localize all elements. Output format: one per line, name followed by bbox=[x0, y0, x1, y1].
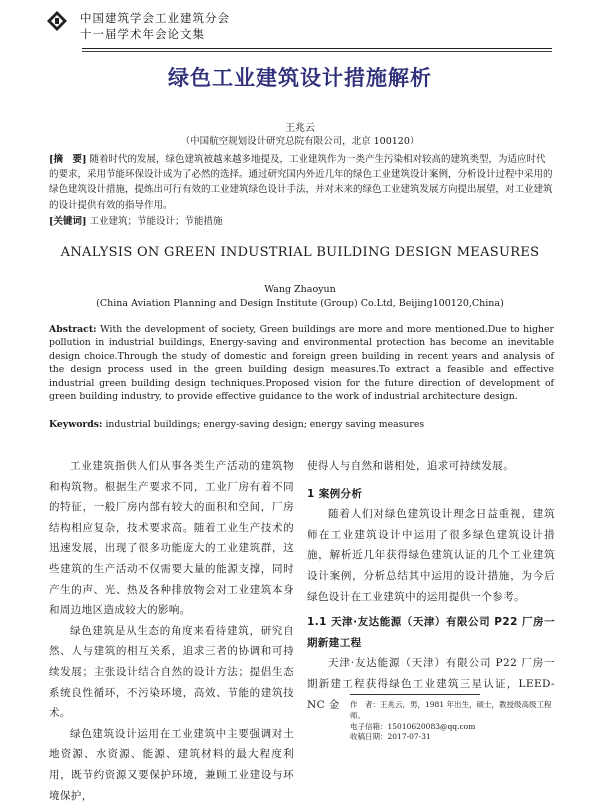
body-paragraph: 随着人们对绿色建筑设计理念日益重视，建筑师在工业建筑设计中运用了很多绿色建筑设计措施，解析近几年获得绿色建筑认证的几个工业建筑设计案例，分析总结其中运用的设计措施，为今后绿色设计在工业建筑中的运用提供一个参考。 bbox=[307, 508, 555, 603]
header-rule-thin bbox=[82, 51, 552, 52]
keywords-cn bbox=[49, 213, 554, 227]
body-paragraph: 使得人与自然和谐相处，追求可持续发展。 bbox=[307, 460, 515, 472]
body-paragraph: 工业建筑指供人们从事各类生产活动的建筑物和构筑物。根据生产要求不同，工业厂房有着不同的特征，一般厂房内部有较大的面积和空间，厂房结构相应复杂，技术要求高。随着工业生产技术的迅速发展，出现了很多功能庞大的工业建筑群，这些建筑的生产活动不仅需要大量的能源支撑，同时产生的声、光、热及各种排放物会对工业建筑本身和周边地区造成较大的影响。 bbox=[49, 460, 294, 617]
society-logo-icon bbox=[46, 10, 68, 32]
body-paragraph: 天津·友达能源（天津）有限公司 P22 厂房一期新建工程获得绿色工业建筑三星认证，LEED-NC 金 bbox=[307, 657, 555, 711]
footnote-email: 电子信箱：15010620083@qq.com bbox=[350, 721, 476, 731]
footnote-rule bbox=[350, 694, 480, 695]
title-en: ANALYSIS ON GREEN INDUSTRIAL BUILDING DESIGN MEASURES bbox=[60, 245, 540, 260]
proceedings-title: 十一届学术年会论文集 bbox=[80, 27, 205, 41]
proceedings-society: 中国建筑学会工业建筑分会 bbox=[80, 11, 230, 25]
subsection-heading: 1.1 天津·友达能源（天津）有限公司 P22 厂房一期新建工程 bbox=[307, 616, 555, 649]
keywords-cn-text: 工业建筑；节能设计；节能措施 bbox=[89, 216, 223, 227]
abstract-cn bbox=[49, 152, 554, 213]
footnote bbox=[350, 700, 560, 743]
abstract-cn-label: [摘 要] bbox=[49, 154, 87, 165]
footnote-date: 收稿日期：2017-07-31 bbox=[350, 732, 431, 742]
body-paragraph: 绿色建筑是从生态的角度来看待建筑，研究自然、人与建筑的相互关系，追求三者的协调和可持续发展；主张设计结合自然的设计方法；提倡生态系统良性循环，不污染环境，高效、节能的建筑技术。 bbox=[49, 624, 294, 720]
footnote-author: 作 者：王兆云，男，1981 年出生，硕士，教授级高级工程师。 bbox=[350, 700, 552, 720]
author-en: Wang Zhaoyun bbox=[264, 284, 336, 295]
keywords-en bbox=[49, 419, 554, 430]
affiliation-en: (China Aviation Planning and Design Institute (Group) Co.Ltd, Beijing100120,China) bbox=[96, 298, 504, 309]
keywords-en-label: Keywords: bbox=[49, 419, 103, 430]
abstract-en-text: With the development of society, Green buildings are more and more mentioned.Due to higher pollution in industrial buildings, Energy-saving and environmental protection has become an inevitable design choice.Through the study of domestic and foreign green building in recent years and analysis of the design process used in the green building design measures.To extract a feasible and effective industrial green building design techniques.Proposed vision for the future direction of development of green building industry, to provide effective guidance to the work of industrial architecture design. bbox=[49, 324, 554, 403]
header-rule bbox=[82, 48, 552, 49]
page-title: 绿色工业建筑设计措施解析 bbox=[168, 66, 432, 90]
section-heading: 1 案例分析 bbox=[307, 487, 363, 500]
abstract-cn-text: 随着时代的发展，绿色建筑被越来越多地提及，工业建筑作为一类产生污染相对较高的建筑类型，为适应时代的要求，采用节能环保设计成为了必然的选择。通过研究国内外近几年的绿色工业建筑设计案例，分析设计过程中采用的绿色建筑设计措施，提炼出可行有效的工业建筑绿色设计手法，并对未来的绿色工业建筑发展方向提出展望，对工业建筑的设计提供有效的指导作用。 bbox=[49, 154, 553, 211]
body-left-column bbox=[49, 456, 294, 806]
affiliation-cn: （中国航空规划设计研究总院有限公司，北京 100120） bbox=[180, 136, 420, 147]
author-cn: 王兆云 bbox=[285, 123, 315, 134]
abstract-en bbox=[49, 323, 554, 403]
body-right-column bbox=[307, 456, 555, 715]
body-paragraph: 绿色建筑设计运用在工业建筑中主要强调对土地资源、水资源、能源、建筑材料的最大程度利用，既节约资源又要保护环境，兼顾工业建设与环境保护， bbox=[49, 727, 294, 802]
keywords-en-text: industrial buildings; energy-saving design; energy saving measures bbox=[105, 419, 425, 430]
keywords-cn-label: [关键词] bbox=[49, 216, 87, 227]
abstract-en-label: Abstract: bbox=[49, 324, 97, 335]
